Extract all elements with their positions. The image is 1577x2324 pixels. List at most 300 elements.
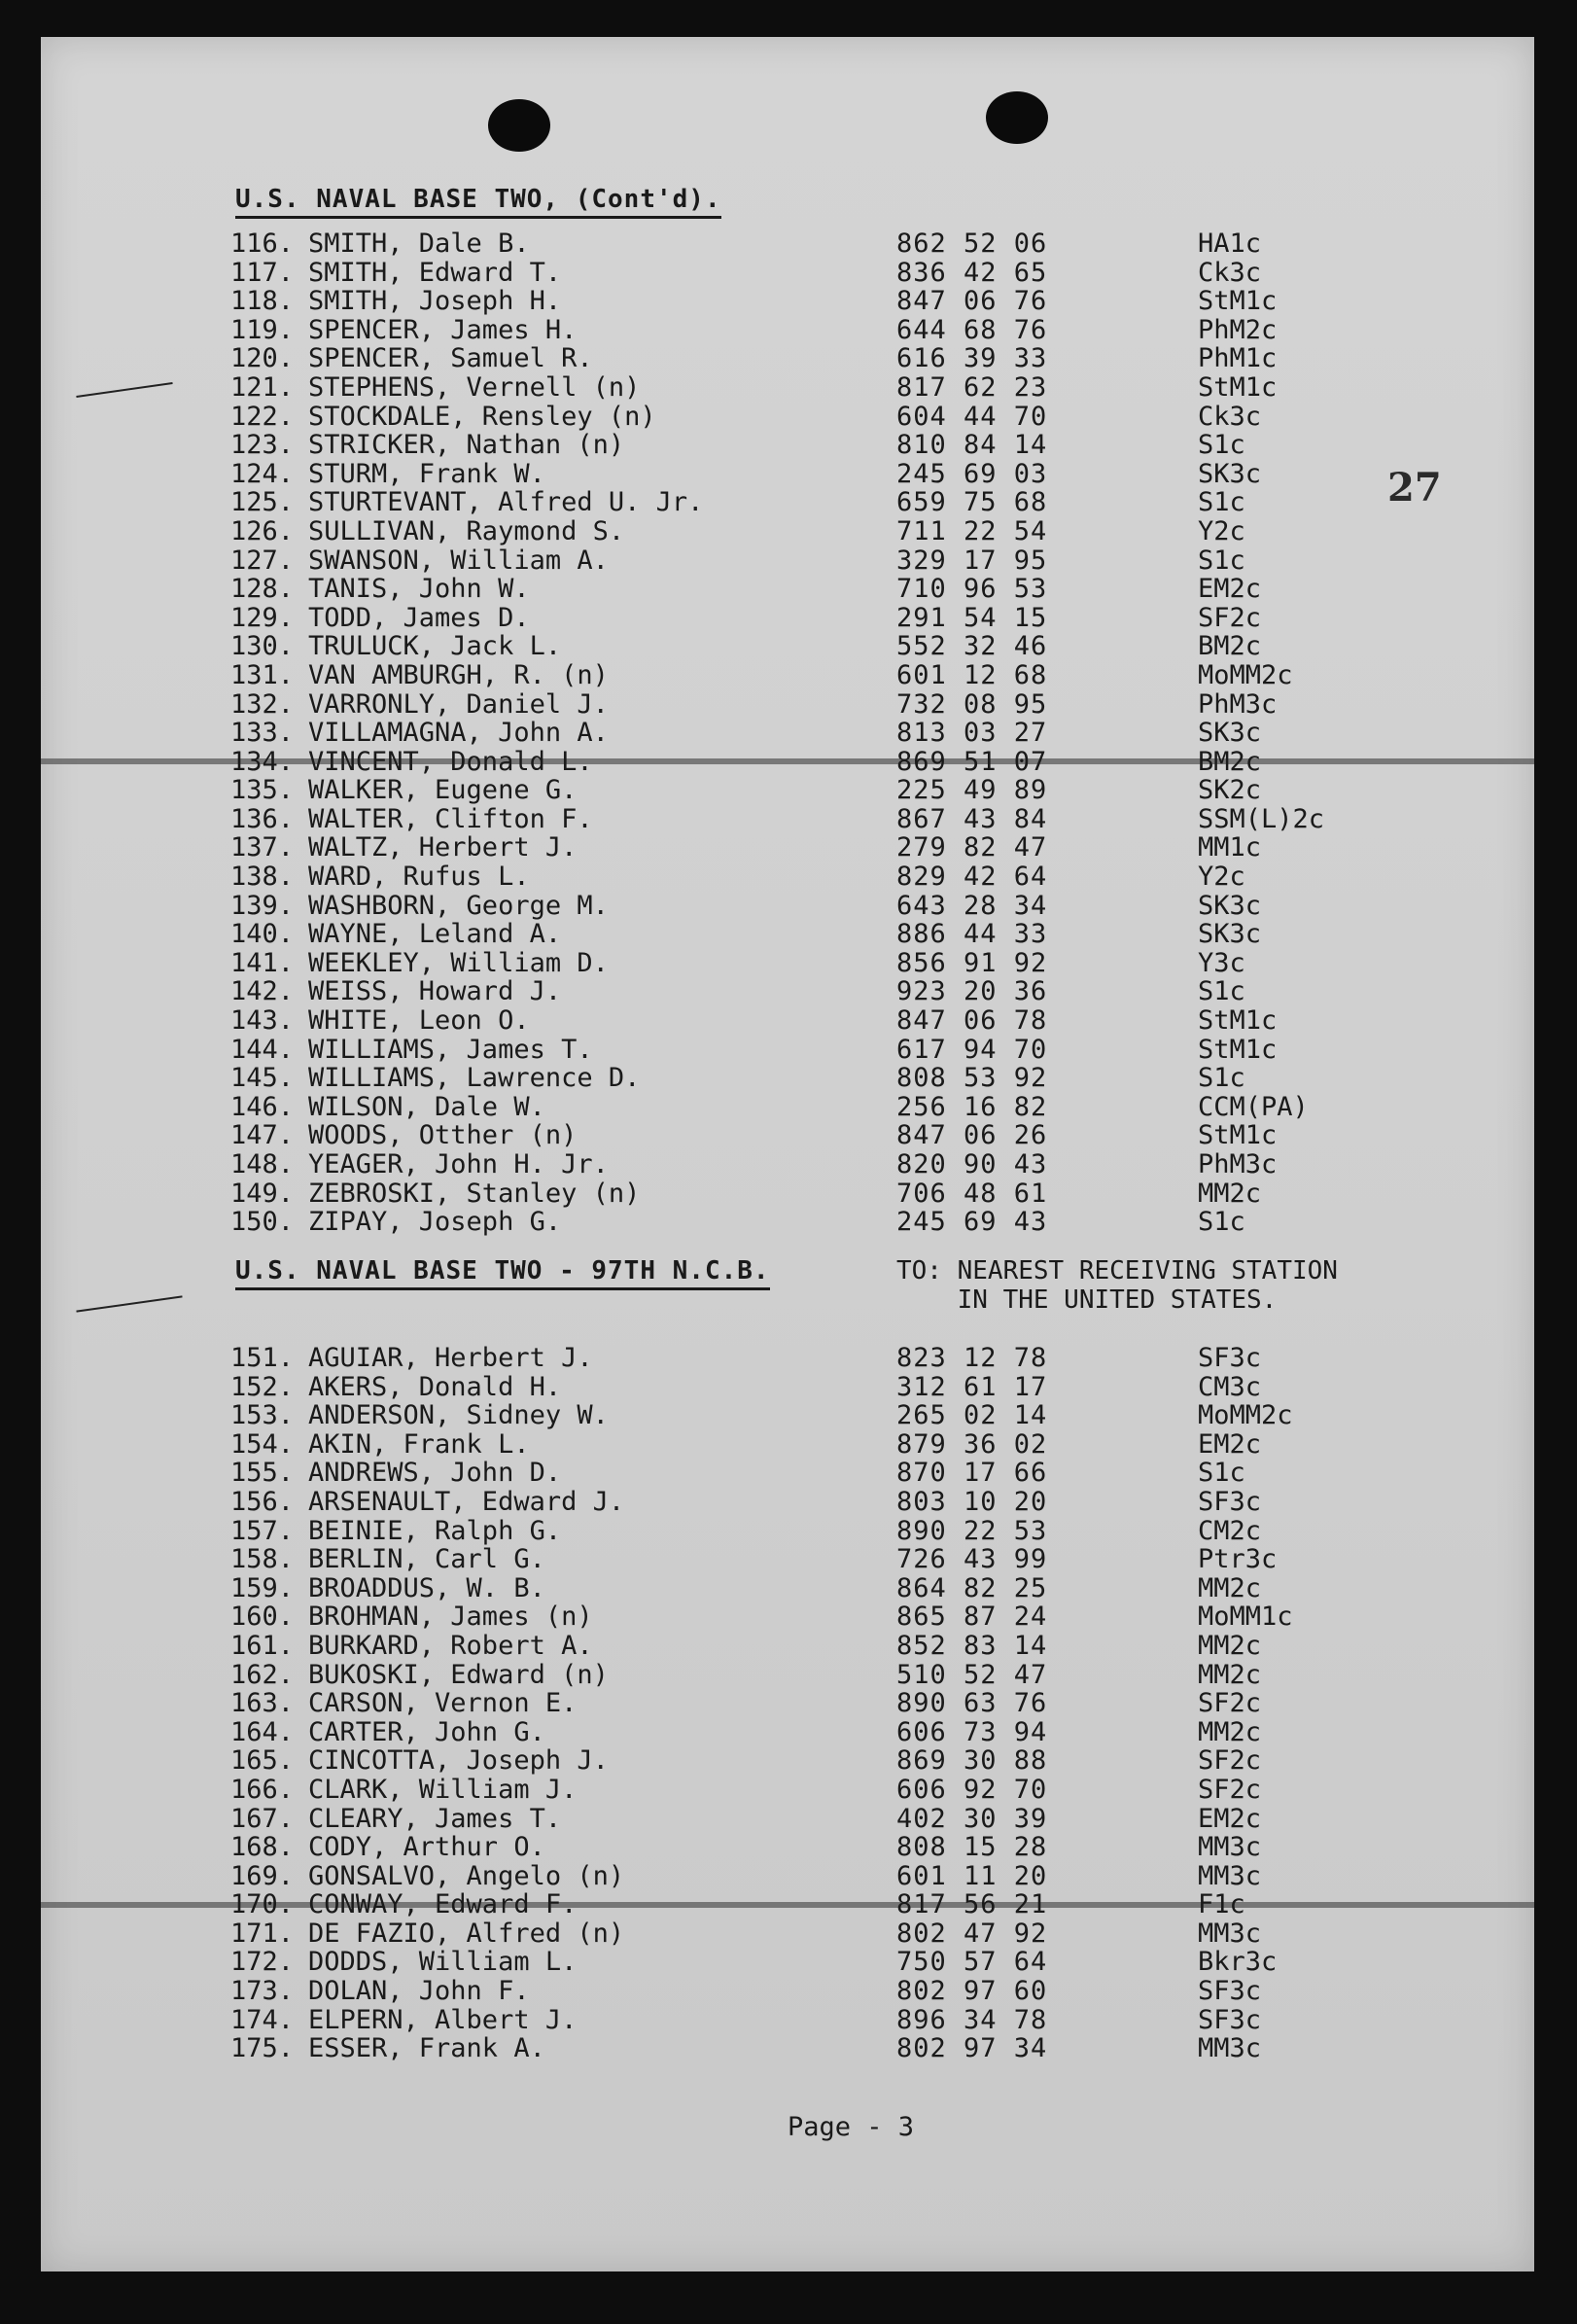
row-number: 123. [229, 430, 294, 461]
service-number: 847 06 76 [896, 286, 1048, 317]
rating: SF2c [1198, 1745, 1262, 1777]
service-number: 329 17 95 [896, 545, 1048, 576]
row-number: 152. [229, 1371, 294, 1402]
rating: MM2c [1198, 1630, 1262, 1661]
row-number: 147. [229, 1120, 294, 1151]
service-number: 923 20 36 [896, 976, 1048, 1007]
row-number: 119. [229, 314, 294, 345]
rating: StM1c [1198, 286, 1278, 317]
roster-row [41, 1401, 1534, 1430]
row-number: 144. [229, 1034, 294, 1065]
row-number: 138. [229, 862, 294, 893]
rating: Ptr3c [1198, 1544, 1278, 1575]
roster-row [41, 977, 1534, 1006]
rating: S1c [1198, 1458, 1245, 1489]
service-number: 245 69 03 [896, 458, 1048, 489]
sailor-name: VINCENT, Donald L. [308, 746, 593, 777]
roster-row [41, 604, 1534, 633]
rating: PhM3c [1198, 688, 1278, 720]
roster-row [41, 1890, 1534, 1919]
rating: SK3c [1198, 458, 1262, 489]
roster-row [41, 1776, 1534, 1805]
rating: F1c [1198, 1889, 1245, 1920]
rating: Y2c [1198, 515, 1245, 546]
service-number: 616 39 33 [896, 343, 1048, 374]
rating: SK3c [1198, 919, 1262, 950]
roster-row [41, 229, 1534, 259]
sailor-name: WALTZ, Herbert J. [308, 832, 578, 863]
service-number: 643 28 34 [896, 890, 1048, 921]
service-number: 604 44 70 [896, 401, 1048, 432]
roster-row [41, 1064, 1534, 1093]
service-number: 808 53 92 [896, 1063, 1048, 1094]
rating: Bkr3c [1198, 1947, 1278, 1978]
rating: CCM(PA) [1198, 1091, 1309, 1122]
roster-row [41, 344, 1534, 373]
service-number: 823 12 78 [896, 1343, 1048, 1373]
rating: SF3c [1198, 1976, 1262, 2007]
row-number: 137. [229, 832, 294, 863]
roster-row [41, 1689, 1534, 1718]
rating: MM1c [1198, 832, 1262, 863]
roster-row [41, 488, 1534, 517]
rating: SF2c [1198, 1688, 1262, 1719]
sailor-name: BURKARD, Robert A. [308, 1630, 593, 1661]
rating: PhM2c [1198, 314, 1278, 345]
rating: SF2c [1198, 602, 1262, 633]
sailor-name: AGUIAR, Herbert J. [308, 1343, 593, 1373]
rating: MM3c [1198, 1918, 1262, 1949]
row-number: 165. [229, 1745, 294, 1777]
rating: S1c [1198, 1063, 1245, 1094]
row-number: 169. [229, 1860, 294, 1891]
sailor-name: VAN AMBURGH, R. (n) [308, 659, 609, 690]
roster-row [41, 575, 1534, 604]
roster-row [41, 2034, 1534, 2063]
row-number: 130. [229, 631, 294, 662]
roster-row [41, 661, 1534, 690]
service-number: 617 94 70 [896, 1034, 1048, 1065]
service-number: 732 08 95 [896, 688, 1048, 720]
service-number: 867 43 84 [896, 803, 1048, 834]
pen-mark [76, 1295, 182, 1312]
rating: StM1c [1198, 1005, 1278, 1037]
sailor-name: DE FAZIO, Alfred (n) [308, 1918, 625, 1949]
roster-row [41, 259, 1534, 288]
row-number: 127. [229, 545, 294, 576]
rating: SF3c [1198, 1486, 1262, 1517]
sailor-name: WEISS, Howard J. [308, 976, 562, 1007]
row-number: 162. [229, 1659, 294, 1690]
sailor-name: CONWAY, Edward F. [308, 1889, 578, 1920]
roster-row [41, 1833, 1534, 1862]
sailor-name: WILLIAMS, James T. [308, 1034, 593, 1065]
sailor-name: ANDERSON, Sidney W. [308, 1400, 609, 1431]
sailor-name: SMITH, Joseph H. [308, 286, 562, 317]
rating: BM2c [1198, 746, 1262, 777]
row-number: 131. [229, 659, 294, 690]
row-number: 122. [229, 401, 294, 432]
sailor-name: BROADDUS, W. B. [308, 1572, 545, 1603]
roster-row [41, 719, 1534, 748]
service-number: 890 63 76 [896, 1688, 1048, 1719]
sailor-name: SMITH, Dale B. [308, 229, 530, 259]
service-number: 726 43 99 [896, 1544, 1048, 1575]
rating: Ck3c [1198, 401, 1262, 432]
service-number: 312 61 17 [896, 1371, 1048, 1402]
row-number: 142. [229, 976, 294, 1007]
row-number: 135. [229, 775, 294, 806]
service-number: 852 83 14 [896, 1630, 1048, 1661]
row-number: 161. [229, 1630, 294, 1661]
roster-row [41, 1517, 1534, 1546]
rating: S1c [1198, 976, 1245, 1007]
roster-row [41, 1459, 1534, 1488]
section-header: U.S. NAVAL BASE TWO - 97TH N.C.B. [235, 1256, 770, 1290]
row-number: 128. [229, 574, 294, 605]
sailor-name: CLEARY, James T. [308, 1803, 562, 1834]
sailor-name: WILLIAMS, Lawrence D. [308, 1063, 641, 1094]
rating: EM2c [1198, 574, 1262, 605]
row-number: 156. [229, 1486, 294, 1517]
roster-row [41, 287, 1534, 316]
roster-row [41, 1632, 1534, 1661]
roster-row [41, 776, 1534, 805]
document-page [41, 37, 1534, 2271]
roster-list [41, 229, 1534, 1237]
roster-row [41, 1488, 1534, 1517]
service-number: 890 22 53 [896, 1515, 1048, 1546]
roster-row [41, 373, 1534, 403]
row-number: 134. [229, 746, 294, 777]
roster-row [41, 1150, 1534, 1180]
rating: Y2c [1198, 862, 1245, 893]
service-number: 817 62 23 [896, 371, 1048, 403]
service-number: 265 02 14 [896, 1400, 1048, 1431]
sailor-name: ELPERN, Albert J. [308, 2004, 578, 2035]
roster-row [41, 1805, 1534, 1834]
sailor-name: CINCOTTA, Joseph J. [308, 1745, 609, 1777]
roster-row [41, 690, 1534, 720]
rating: SSM(L)2c [1198, 803, 1325, 834]
row-number: 153. [229, 1400, 294, 1431]
row-number: 157. [229, 1515, 294, 1546]
roster-row [41, 1545, 1534, 1574]
sailor-name: VILLAMAGNA, John A. [308, 718, 609, 749]
row-number: 129. [229, 602, 294, 633]
service-number: 256 16 82 [896, 1091, 1048, 1122]
rating: MM2c [1198, 1572, 1262, 1603]
service-number: 402 30 39 [896, 1803, 1048, 1834]
service-number: 552 32 46 [896, 631, 1048, 662]
sailor-name: WARD, Rufus L. [308, 862, 530, 893]
page-footer: Page - 3 [788, 2112, 915, 2142]
rating: SK3c [1198, 890, 1262, 921]
rating: EM2c [1198, 1803, 1262, 1834]
rating: SK3c [1198, 718, 1262, 749]
row-number: 120. [229, 343, 294, 374]
row-number: 118. [229, 286, 294, 317]
row-number: 170. [229, 1889, 294, 1920]
row-number: 163. [229, 1688, 294, 1719]
sailor-name: STEPHENS, Vernell (n) [308, 371, 641, 403]
rating: MM2c [1198, 1716, 1262, 1747]
rating: HA1c [1198, 229, 1262, 259]
service-number: 879 36 02 [896, 1428, 1048, 1460]
sailor-name: CARTER, John G. [308, 1716, 545, 1747]
sailor-name: AKERS, Donald H. [308, 1371, 562, 1402]
service-number: 606 73 94 [896, 1716, 1048, 1747]
service-number: 813 03 27 [896, 718, 1048, 749]
sailor-name: CLARK, William J. [308, 1774, 578, 1805]
rating: CM2c [1198, 1515, 1262, 1546]
row-number: 121. [229, 371, 294, 403]
roster-row [41, 460, 1534, 489]
roster-row [41, 949, 1534, 978]
service-number: 601 12 68 [896, 659, 1048, 690]
roster-row [41, 1121, 1534, 1150]
rating: StM1c [1198, 1120, 1278, 1151]
roster-row [41, 1036, 1534, 1065]
sailor-name: CARSON, Vernon E. [308, 1688, 578, 1719]
sailor-name: VARRONLY, Daniel J. [308, 688, 609, 720]
roster-row [41, 1208, 1534, 1237]
service-number: 710 96 53 [896, 574, 1048, 605]
sailor-name: BERLIN, Carl G. [308, 1544, 545, 1575]
rating: SF2c [1198, 1774, 1262, 1805]
rating: S1c [1198, 430, 1245, 461]
roster-row [41, 833, 1534, 863]
service-number: 862 52 06 [896, 229, 1048, 259]
roster-row [41, 1430, 1534, 1460]
service-number: 225 49 89 [896, 775, 1048, 806]
service-number: 847 06 26 [896, 1120, 1048, 1151]
roster-row [41, 1919, 1534, 1949]
sailor-name: ZIPAY, Joseph G. [308, 1207, 562, 1238]
service-number: 808 15 28 [896, 1832, 1048, 1863]
rating: S1c [1198, 1207, 1245, 1238]
sailor-name: ARSENAULT, Edward J. [308, 1486, 625, 1517]
service-number: 836 42 65 [896, 257, 1048, 288]
row-number: 150. [229, 1207, 294, 1238]
service-number: 865 87 24 [896, 1602, 1048, 1633]
row-number: 133. [229, 718, 294, 749]
sailor-name: TODD, James D. [308, 602, 530, 633]
row-number: 167. [229, 1803, 294, 1834]
sailor-name: STURTEVANT, Alfred U. Jr. [308, 487, 704, 518]
roster-row [41, 403, 1534, 432]
rating: MoMM1c [1198, 1602, 1293, 1633]
service-number: 245 69 43 [896, 1207, 1048, 1238]
sailor-name: DOLAN, John F. [308, 1976, 530, 2007]
roster-row [41, 805, 1534, 834]
service-number: 829 42 64 [896, 862, 1048, 893]
service-number: 886 44 33 [896, 919, 1048, 950]
sailor-name: WALTER, Clifton F. [308, 803, 593, 834]
service-number: 802 97 60 [896, 1976, 1048, 2007]
service-number: 711 22 54 [896, 515, 1048, 546]
rating: CM3c [1198, 1371, 1262, 1402]
sailor-name: WEEKLEY, William D. [308, 947, 609, 978]
sailor-name: CODY, Arthur O. [308, 1832, 545, 1863]
rating: PhM1c [1198, 343, 1278, 374]
sailor-name: WALKER, Eugene G. [308, 775, 578, 806]
rating: StM1c [1198, 1034, 1278, 1065]
sailor-name: BROHMAN, James (n) [308, 1602, 593, 1633]
roster-list [41, 1344, 1534, 2063]
sailor-name: SPENCER, James H. [308, 314, 578, 345]
roster-row [41, 517, 1534, 546]
row-number: 132. [229, 688, 294, 720]
row-number: 149. [229, 1178, 294, 1209]
row-number: 171. [229, 1918, 294, 1949]
rating: Y3c [1198, 947, 1245, 978]
service-number: 864 82 25 [896, 1572, 1048, 1603]
row-number: 160. [229, 1602, 294, 1633]
rating: SF3c [1198, 2004, 1262, 2035]
sailor-name: ZEBROSKI, Stanley (n) [308, 1178, 641, 1209]
row-number: 174. [229, 2004, 294, 2035]
rating: MM2c [1198, 1659, 1262, 1690]
sailor-name: ESSER, Frank A. [308, 2033, 545, 2064]
page-number-stamp: 27 [1387, 465, 1442, 511]
row-number: 125. [229, 487, 294, 518]
service-number: 802 97 34 [896, 2033, 1048, 2064]
rating: EM2c [1198, 1428, 1262, 1460]
service-number: 856 91 92 [896, 947, 1048, 978]
roster-row [41, 1746, 1534, 1776]
destination-note [896, 1256, 1338, 1315]
row-number: 148. [229, 1149, 294, 1180]
sailor-name: STOCKDALE, Rensley (n) [308, 401, 656, 432]
row-number: 117. [229, 257, 294, 288]
sailor-name: WAYNE, Leland A. [308, 919, 562, 950]
rating: MM2c [1198, 1178, 1262, 1209]
row-number: 143. [229, 1005, 294, 1037]
punch-hole [488, 99, 550, 152]
service-number: 870 17 66 [896, 1458, 1048, 1489]
service-number: 817 56 21 [896, 1889, 1048, 1920]
destination-line: TO: NEAREST RECEIVING STATION [896, 1256, 1338, 1285]
row-number: 159. [229, 1572, 294, 1603]
rating: MM3c [1198, 1860, 1262, 1891]
row-number: 151. [229, 1343, 294, 1373]
roster-row [41, 1661, 1534, 1690]
sailor-name: DODDS, William L. [308, 1947, 578, 1978]
sailor-name: WOODS, Otther (n) [308, 1120, 578, 1151]
sailor-name: WASHBORN, George M. [308, 890, 609, 921]
sailor-name: SMITH, Edward T. [308, 257, 562, 288]
section-header: U.S. NAVAL BASE TWO, (Cont'd). [235, 185, 721, 219]
roster-row [41, 1093, 1534, 1122]
roster-row [41, 863, 1534, 892]
row-number: 154. [229, 1428, 294, 1460]
roster-row [41, 1718, 1534, 1747]
rating: MM3c [1198, 2033, 1262, 2064]
row-number: 140. [229, 919, 294, 950]
rating: S1c [1198, 487, 1245, 518]
row-number: 136. [229, 803, 294, 834]
row-number: 166. [229, 1774, 294, 1805]
row-number: 126. [229, 515, 294, 546]
service-number: 750 57 64 [896, 1947, 1048, 1978]
rating: MoMM2c [1198, 1400, 1293, 1431]
rating: Ck3c [1198, 257, 1262, 288]
service-number: 279 82 47 [896, 832, 1048, 863]
service-number: 869 51 07 [896, 746, 1048, 777]
sailor-name: TANIS, John W. [308, 574, 530, 605]
roster-row [41, 2006, 1534, 2035]
rating: SK2c [1198, 775, 1262, 806]
roster-row [41, 892, 1534, 921]
service-number: 706 48 61 [896, 1178, 1048, 1209]
roster-row [41, 920, 1534, 949]
row-number: 168. [229, 1832, 294, 1863]
rating: BM2c [1198, 631, 1262, 662]
roster-row [41, 1977, 1534, 2006]
sailor-name: SPENCER, Samuel R. [308, 343, 593, 374]
row-number: 155. [229, 1458, 294, 1489]
sailor-name: STURM, Frank W. [308, 458, 545, 489]
row-number: 139. [229, 890, 294, 921]
roster-row [41, 431, 1534, 460]
service-number: 869 30 88 [896, 1745, 1048, 1777]
row-number: 158. [229, 1544, 294, 1575]
sailor-name: STRICKER, Nathan (n) [308, 430, 625, 461]
service-number: 803 10 20 [896, 1486, 1048, 1517]
service-number: 896 34 78 [896, 2004, 1048, 2035]
roster-row [41, 546, 1534, 576]
row-number: 173. [229, 1976, 294, 2007]
service-number: 291 54 15 [896, 602, 1048, 633]
rating: S1c [1198, 545, 1245, 576]
sailor-name: AKIN, Frank L. [308, 1428, 530, 1460]
roster-row [41, 1180, 1534, 1209]
sailor-name: TRULUCK, Jack L. [308, 631, 562, 662]
row-number: 141. [229, 947, 294, 978]
service-number: 606 92 70 [896, 1774, 1048, 1805]
roster-row [41, 1948, 1534, 1977]
roster-row [41, 1344, 1534, 1373]
row-number: 124. [229, 458, 294, 489]
row-number: 146. [229, 1091, 294, 1122]
rating: MM3c [1198, 1832, 1262, 1863]
service-number: 820 90 43 [896, 1149, 1048, 1180]
service-number: 847 06 78 [896, 1005, 1048, 1037]
row-number: 175. [229, 2033, 294, 2064]
service-number: 810 84 14 [896, 430, 1048, 461]
service-number: 601 11 20 [896, 1860, 1048, 1891]
roster-row [41, 748, 1534, 777]
row-number: 164. [229, 1716, 294, 1747]
sailor-name: BEINIE, Ralph G. [308, 1515, 562, 1546]
roster-row [41, 316, 1534, 345]
rating: StM1c [1198, 371, 1278, 403]
roster-row [41, 1574, 1534, 1603]
service-number: 802 47 92 [896, 1918, 1048, 1949]
roster-row [41, 1006, 1534, 1036]
sailor-name: SWANSON, William A. [308, 545, 609, 576]
row-number: 145. [229, 1063, 294, 1094]
sailor-name: WILSON, Dale W. [308, 1091, 545, 1122]
destination-line: IN THE UNITED STATES. [896, 1285, 1278, 1315]
roster-row [41, 632, 1534, 661]
service-number: 644 68 76 [896, 314, 1048, 345]
sailor-name: GONSALVO, Angelo (n) [308, 1860, 625, 1891]
rating: SF3c [1198, 1343, 1262, 1373]
sailor-name: ANDREWS, John D. [308, 1458, 562, 1489]
rating: PhM3c [1198, 1149, 1278, 1180]
